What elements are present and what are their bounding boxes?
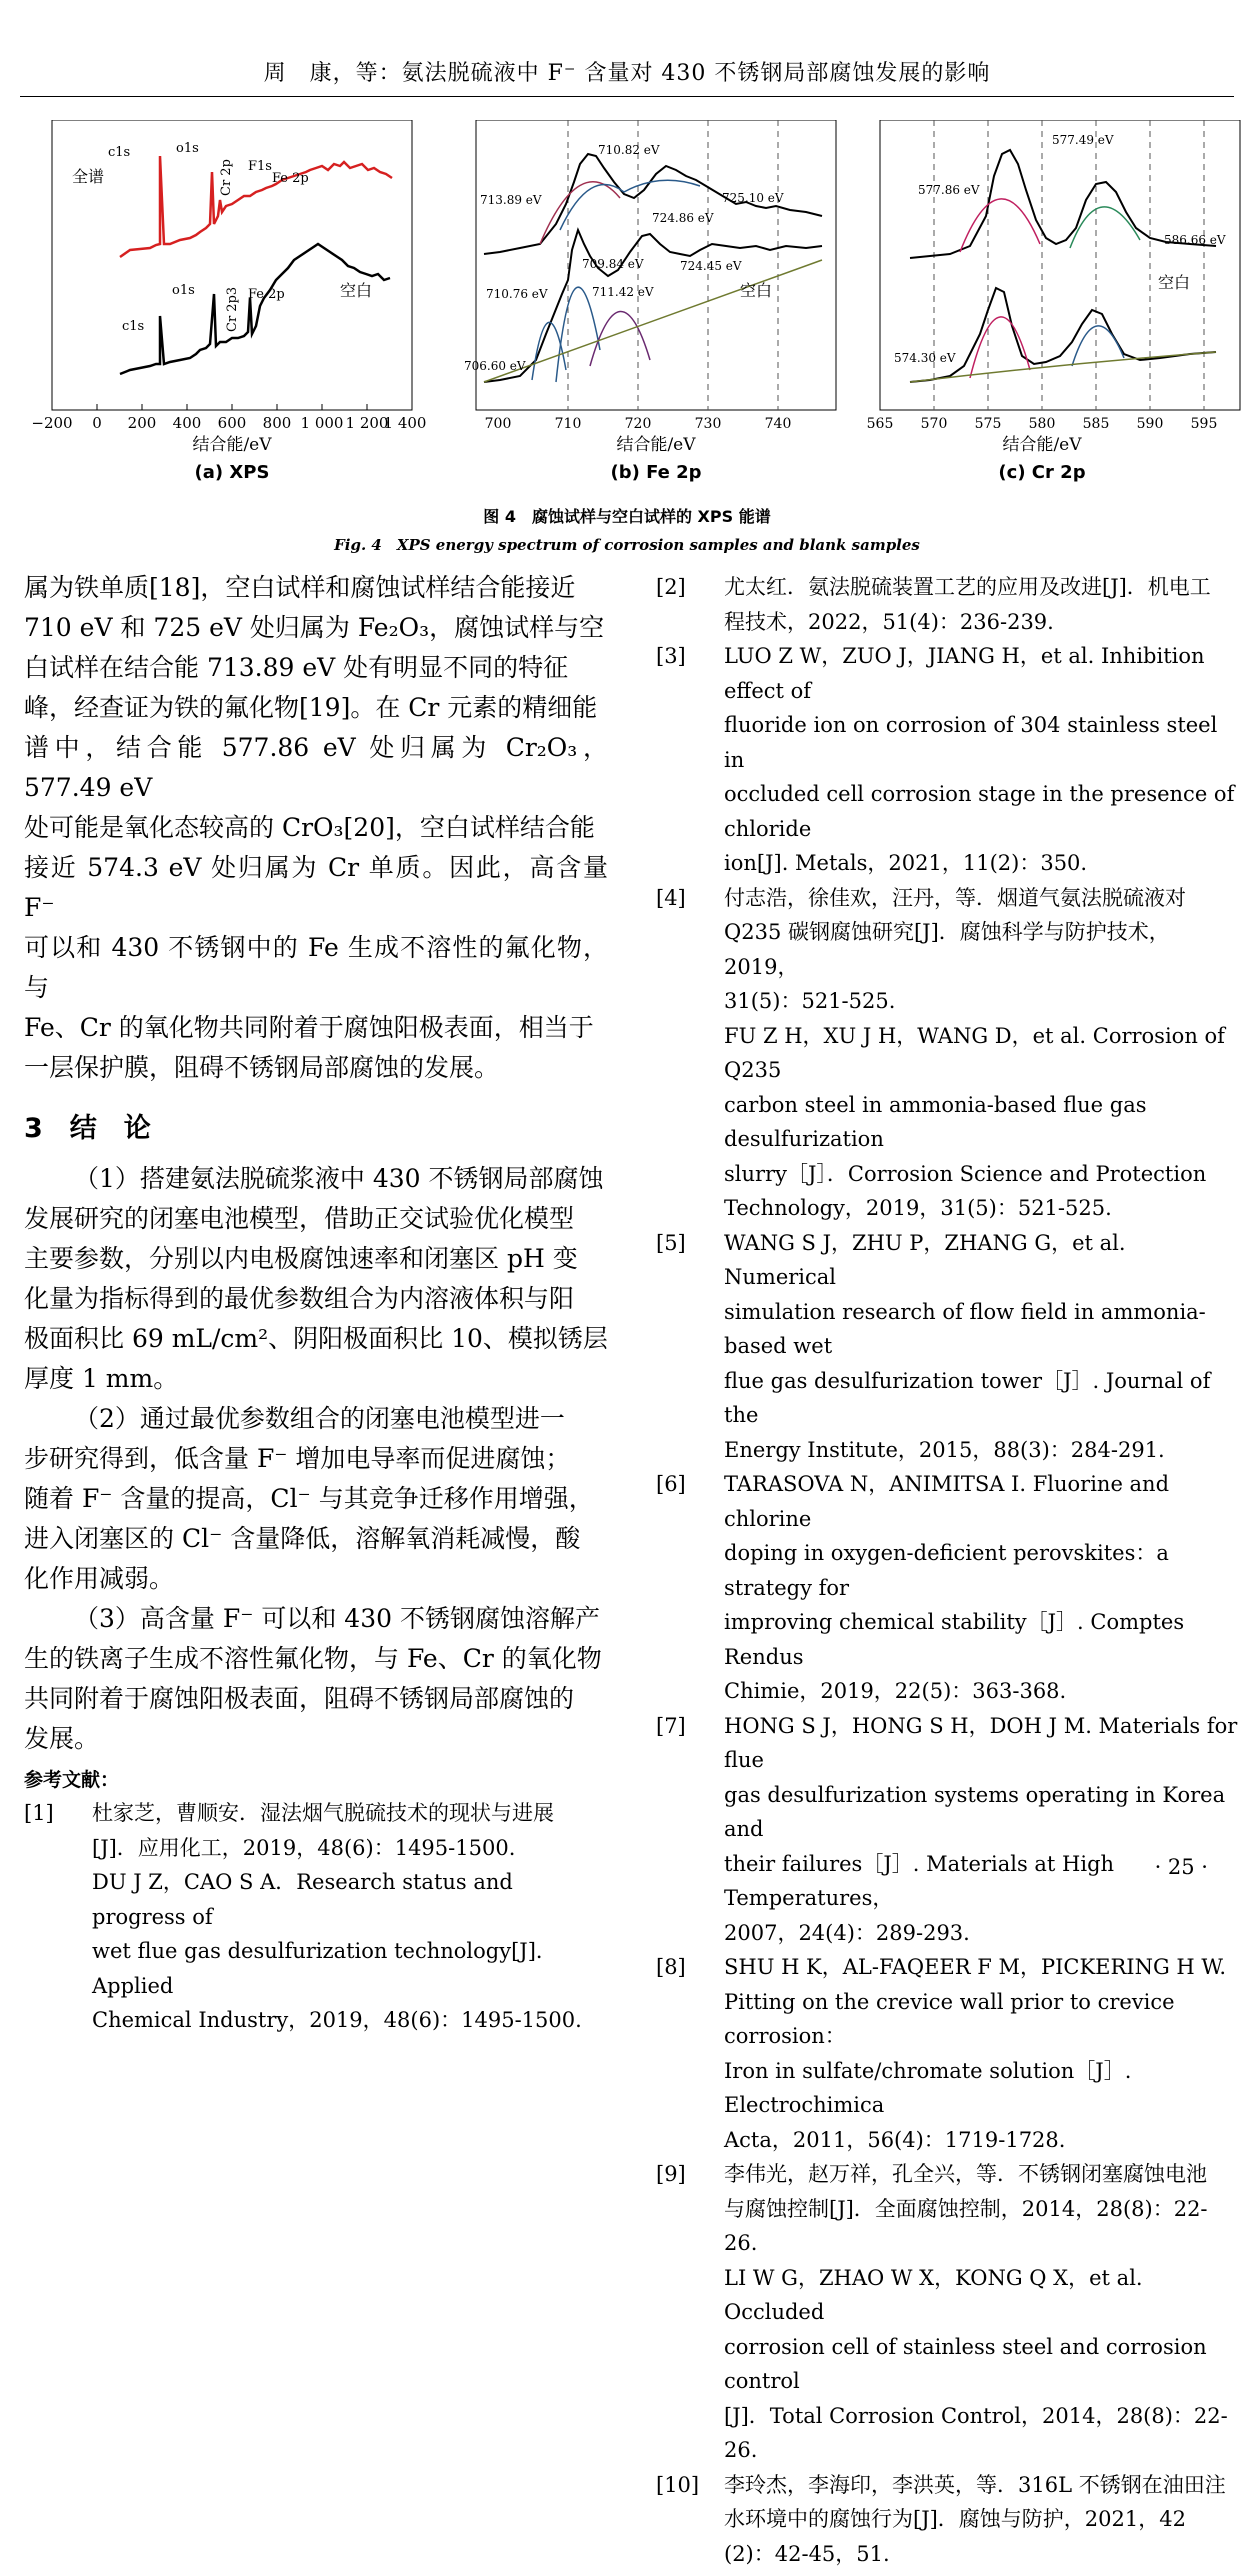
- text-line: 随着 F⁻ 含量的提高，Cl⁻ 与其竞争迁移作用增强，: [24, 1479, 608, 1519]
- panel-a-tick: 1 400: [384, 414, 427, 432]
- peak-annotation: 586.66 eV: [1164, 233, 1226, 247]
- reference-5: [656, 1226, 1238, 1468]
- reference-line: Chemical Industry，2019，48(6)：1495-1500.: [92, 2003, 608, 2038]
- peak-annotation: 710.76 eV: [486, 287, 548, 301]
- reference-line: Chimie，2019，22(5)：363-368.: [724, 1674, 1238, 1709]
- panel-c-tick: 570: [921, 416, 948, 432]
- peak-annotation: 713.89 eV: [480, 193, 542, 207]
- conclusion-3: [24, 1599, 608, 1759]
- reference-line: wet flue gas desulfurization technology[J]．Applied: [92, 1934, 608, 2003]
- reference-line: Energy Institute，2015，88(3)：284-291.: [724, 1433, 1238, 1468]
- reference-line: LI W G，ZHAO W X，KONG Q X，et al. Occluded: [724, 2261, 1238, 2330]
- panel-a-tick: 1 200: [346, 414, 389, 432]
- panel-b-bottom-baseline: [484, 260, 822, 382]
- text-line: 化量为指标得到的最优参数组合为内溶液体积与阳: [24, 1279, 608, 1319]
- peak-label: Fe 2p: [272, 171, 309, 186]
- panel-b-bottom-fit: [532, 322, 566, 380]
- reference-line: 与腐蚀控制[J]．全面腐蚀控制，2014，28(8)：22-26.: [724, 2192, 1238, 2261]
- reference-line: [J]．应用化工，2019，48(6)：1495-1500.: [92, 1831, 608, 1866]
- panel-c-blank-label: 空白: [1158, 273, 1190, 292]
- text-line: 处可能是氧化态较高的 CrO₃[20]，空白试样结合能: [24, 808, 608, 848]
- panel-a-tick: 800: [263, 414, 292, 432]
- reference-line: Iron in sulfate/chromate solution［J］. Electrochimica: [724, 2054, 1238, 2123]
- text-line: Fe、Cr 的氧化物共同附着于腐蚀阳极表面，相当于: [24, 1008, 608, 1048]
- reference-number: [7]: [656, 1709, 686, 1744]
- text-line: 共同附着于腐蚀阳极表面，阻碍不锈钢局部腐蚀的: [24, 1679, 608, 1719]
- peak-annotation: 710.82 eV: [598, 143, 660, 157]
- text-line: 厚度 1 mm。: [24, 1359, 608, 1399]
- panel-a-tick: −200: [31, 414, 72, 432]
- reference-4: [656, 881, 1238, 1226]
- panel-c-tick: 585: [1083, 416, 1110, 432]
- peak-annotation: 577.49 eV: [1052, 133, 1114, 147]
- peak-annotation: 706.60 eV: [464, 359, 526, 373]
- right-column-references: [656, 570, 1238, 2571]
- reference-1: [24, 1796, 608, 2038]
- reference-line: improving chemical stability［J］. Comptes Rendus: [724, 1605, 1238, 1674]
- panel-a-tick: 0: [92, 414, 102, 432]
- reference-line: 付志浩，徐佳欢，汪丹，等．烟道气氨法脱硫液对: [724, 881, 1238, 916]
- reference-line: doping in oxygen-deficient perovskites：a strategy for: [724, 1536, 1238, 1605]
- panel-b-tick: 710: [555, 416, 582, 432]
- peak-label: Cr 2p: [219, 159, 234, 196]
- reference-line: DU J Z，CAO S A．Research status and progress of: [92, 1865, 608, 1934]
- panel-c-annotations: [894, 133, 1226, 365]
- reference-number: [1]: [24, 1796, 54, 1831]
- reference-line: Pitting on the crevice wall prior to crevice corrosion：: [724, 1985, 1238, 2054]
- reference-line: SHU H K，AL-FAQEER F M，PICKERING H W.: [724, 1950, 1238, 1985]
- reference-line: 水环境中的腐蚀行为[J]．腐蚀与防护，2021，42: [724, 2502, 1238, 2537]
- reference-number: [6]: [656, 1467, 686, 1502]
- text-line: 属为铁单质[18]，空白试样和腐蚀试样结合能接近: [24, 568, 608, 608]
- panel-a-xlabel: 结合能/eV: [192, 435, 272, 455]
- reference-line: carbon steel in ammonia-based flue gas desulfurization: [724, 1088, 1238, 1157]
- peak-annotation: 711.42 eV: [592, 285, 654, 299]
- panel-a-tick: 600: [218, 414, 247, 432]
- reference-line: simulation research of flow field in ammonia-based wet: [724, 1295, 1238, 1364]
- header-rule: [20, 96, 1234, 97]
- reference-line: 程技术，2022，51(4)：236-239.: [724, 605, 1238, 640]
- panel-c-tick: 590: [1137, 416, 1164, 432]
- panel-a-tick: 200: [128, 414, 157, 432]
- left-column: [24, 568, 608, 2038]
- conclusion-1: [24, 1159, 608, 1399]
- reference-line: (2)：42-45，51.: [724, 2537, 1238, 2571]
- reference-number: [2]: [656, 570, 686, 605]
- peak-label: o1s: [176, 141, 199, 156]
- figure-caption-cn: 图 4 腐蚀试样与空白试样的 XPS 能谱: [483, 507, 770, 526]
- panel-c-ticks: [867, 416, 1218, 432]
- peak-annotation: 709.84 eV: [582, 257, 644, 271]
- reference-line: fluoride ion on corrosion of 304 stainless steel in: [724, 708, 1238, 777]
- reference-line: their failures［J］. Materials at High Temperatures，: [724, 1847, 1238, 1916]
- text-line: （1）搭建氨法脱硫浆液中 430 不锈钢局部腐蚀: [24, 1159, 608, 1199]
- reference-line: Q235 碳钢腐蚀研究[J]．腐蚀科学与防护技术，2019，: [724, 915, 1238, 984]
- reference-line: slurry［J］．Corrosion Science and Protection: [724, 1157, 1238, 1192]
- reference-line: TARASOVA N，ANIMITSA I. Fluorine and chlorine: [724, 1467, 1238, 1536]
- reference-line: 尤太红．氨法脱硫装置工艺的应用及改进[J]．机电工: [724, 570, 1238, 605]
- panel-b-tick: 720: [625, 416, 652, 432]
- panel-a-ticks: [31, 404, 426, 432]
- peak-annotation: 574.30 eV: [894, 351, 956, 365]
- reference-line: corrosion cell of stainless steel and corrosion control: [724, 2330, 1238, 2399]
- peak-annotation: 724.45 eV: [680, 259, 742, 273]
- paragraph-xps-analysis: [24, 568, 608, 1088]
- peak-annotation: 724.86 eV: [652, 211, 714, 225]
- reference-2: [656, 570, 1238, 639]
- panel-b-bottom-fit: [556, 287, 600, 382]
- reference-number: [10]: [656, 2468, 699, 2503]
- reference-line: Technology，2019，31(5)：521-525.: [724, 1191, 1238, 1226]
- panel-a-bottom-spectrum: [120, 244, 390, 374]
- reference-8: [656, 1950, 1238, 2157]
- text-line: 接近 574.3 eV 处归属为 Cr 单质。因此，高含量 F⁻: [24, 848, 608, 928]
- panel-b-ticks: [485, 416, 792, 432]
- figure-caption-en: Fig. 4 XPS energy spectrum of corrosion samples and blank samples: [333, 536, 920, 554]
- text-line: 发展研究的闭塞电池模型，借助正交试验优化模型: [24, 1199, 608, 1239]
- panel-b-bottom-fit: [590, 311, 650, 366]
- text-line: 710 eV 和 725 eV 处归属为 Fe₂O₃，腐蚀试样与空: [24, 608, 608, 648]
- reference-6: [656, 1467, 1238, 1709]
- panel-a-bottom-label: 空白: [340, 281, 372, 300]
- text-line: 生的铁离子生成不溶性氟化物，与 Fe、Cr 的氧化物: [24, 1639, 608, 1679]
- reference-3: [656, 639, 1238, 881]
- panel-a-xps: [31, 120, 426, 483]
- reference-number: [3]: [656, 639, 686, 674]
- peak-label: c1s: [122, 319, 144, 334]
- panel-c-tick: 595: [1191, 416, 1218, 432]
- references-heading: 参考文献：: [24, 1765, 608, 1792]
- panel-b-tick: 740: [765, 416, 792, 432]
- panel-c-label: (c) Cr 2p: [998, 462, 1085, 483]
- text-line: 步研究得到，低含量 F⁻ 增加电导率而促进腐蚀；: [24, 1439, 608, 1479]
- text-line: 进入闭塞区的 Cl⁻ 含量降低，溶解氧消耗减慢，酸: [24, 1519, 608, 1559]
- panel-c-bottom-spectrum: [910, 288, 1216, 382]
- reference-number: [4]: [656, 881, 686, 916]
- panel-c-xlabel: 结合能/eV: [1002, 435, 1082, 455]
- panel-b-tick: 700: [485, 416, 512, 432]
- panel-b-blank-label: 空白: [740, 281, 772, 300]
- reference-number: [5]: [656, 1226, 686, 1261]
- peak-annotation: 577.86 eV: [918, 183, 980, 197]
- panel-c-tick: 565: [867, 416, 894, 432]
- panel-a-label: (a) XPS: [195, 462, 270, 483]
- panel-c-guides: [934, 120, 1204, 410]
- panel-a-top-label: 全谱: [72, 167, 104, 186]
- reference-line: [J]．Total Corrosion Control，2014，28(8)：22-26.: [724, 2399, 1238, 2468]
- text-line: 一层保护膜，阻碍不锈钢局部腐蚀的发展。: [24, 1048, 608, 1088]
- text-line: 白试样在结合能 713.89 eV 处有明显不同的特征: [24, 648, 608, 688]
- reference-line: Acta，2011，56(4)：1719-1728.: [724, 2123, 1238, 2158]
- text-line: 谱中，结合能 577.86 eV 处归属为 Cr₂O₃，577.49 eV: [24, 728, 608, 808]
- reference-line: 31(5)：521-525.: [724, 984, 1238, 1019]
- reference-line: 李伟光，赵万祥，孔全兴，等．不锈钢闭塞腐蚀电池: [724, 2157, 1238, 2192]
- reference-line: LUO Z W，ZUO J，JIANG H，et al. Inhibition effect of: [724, 639, 1238, 708]
- reference-line: flue gas desulfurization tower［J］. Journal of the: [724, 1364, 1238, 1433]
- text-line: （3）高含量 F⁻ 可以和 430 不锈钢腐蚀溶解产: [24, 1599, 608, 1639]
- panel-c-cr2p: [867, 120, 1240, 483]
- reference-line: gas desulfurization systems operating in Korea and: [724, 1778, 1238, 1847]
- panel-a-peak-labels: [108, 141, 309, 334]
- peak-label: F1s: [248, 159, 272, 174]
- page-number: · 25 ·: [1155, 1855, 1208, 1879]
- text-line: 主要参数，分别以内电极腐蚀速率和闭塞区 pH 变: [24, 1239, 608, 1279]
- reference-9: [656, 2157, 1238, 2468]
- peak-annotation: 725.10 eV: [722, 191, 784, 205]
- text-line: 峰，经查证为铁的氟化物[19]。在 Cr 元素的精细能: [24, 688, 608, 728]
- peak-label: o1s: [172, 283, 195, 298]
- panel-b-tick: 730: [695, 416, 722, 432]
- section-heading: 3 结 论: [24, 1106, 608, 1145]
- peak-label: c1s: [108, 145, 130, 160]
- running-head: 周 康，等：氨法脱硫液中 F⁻ 含量对 430 不锈钢局部腐蚀发展的影响: [0, 56, 1254, 87]
- reference-line: WANG S J，ZHU P，ZHANG G，et al. Numerical: [724, 1226, 1238, 1295]
- reference-line: FU Z H，XU J H，WANG D，et al. Corrosion of Q235: [724, 1019, 1238, 1088]
- panel-c-tick: 575: [975, 416, 1002, 432]
- reference-7: [656, 1709, 1238, 1951]
- figure-4: [0, 120, 1254, 560]
- reference-line: 2007，24(4)：289-293.: [724, 1916, 1238, 1951]
- panel-b-xlabel: 结合能/eV: [616, 435, 696, 455]
- reference-line: 杜家芝，曹顺安．湿法烟气脱硫技术的现状与进展: [92, 1796, 608, 1831]
- reference-line: 李玲杰，李海印，李洪英，等．316L 不锈钢在油田注: [724, 2468, 1238, 2503]
- reference-10: [656, 2468, 1238, 2571]
- text-line: 发展。: [24, 1719, 608, 1759]
- panel-b-fe2p: [464, 120, 836, 483]
- reference-line: ion[J]. Metals，2021，11(2)：350.: [724, 846, 1238, 881]
- reference-line: HONG S J，HONG S H，DOH J M. Materials for flue: [724, 1709, 1238, 1778]
- conclusion-2: [24, 1399, 608, 1599]
- peak-label: Fe 2p: [248, 287, 285, 302]
- peak-label: Cr 2p3: [225, 287, 240, 332]
- reference-number: [9]: [656, 2157, 686, 2192]
- reference-line: occluded cell corrosion stage in the presence of chloride: [724, 777, 1238, 846]
- panel-a-tick: 1 000: [301, 414, 344, 432]
- text-line: 化作用减弱。: [24, 1559, 608, 1599]
- panel-c-tick: 580: [1029, 416, 1056, 432]
- text-line: （2）通过最优参数组合的闭塞电池模型进一: [24, 1399, 608, 1439]
- panel-a-tick: 400: [173, 414, 202, 432]
- panel-b-label: (b) Fe 2p: [610, 462, 701, 483]
- panel-b-annotations: [464, 143, 784, 373]
- text-line: 极面积比 69 mL/cm²、阴阳极面积比 10、模拟锈层: [24, 1319, 608, 1359]
- text-line: 可以和 430 不锈钢中的 Fe 生成不溶性的氟化物，与: [24, 928, 608, 1008]
- reference-number: [8]: [656, 1950, 686, 1985]
